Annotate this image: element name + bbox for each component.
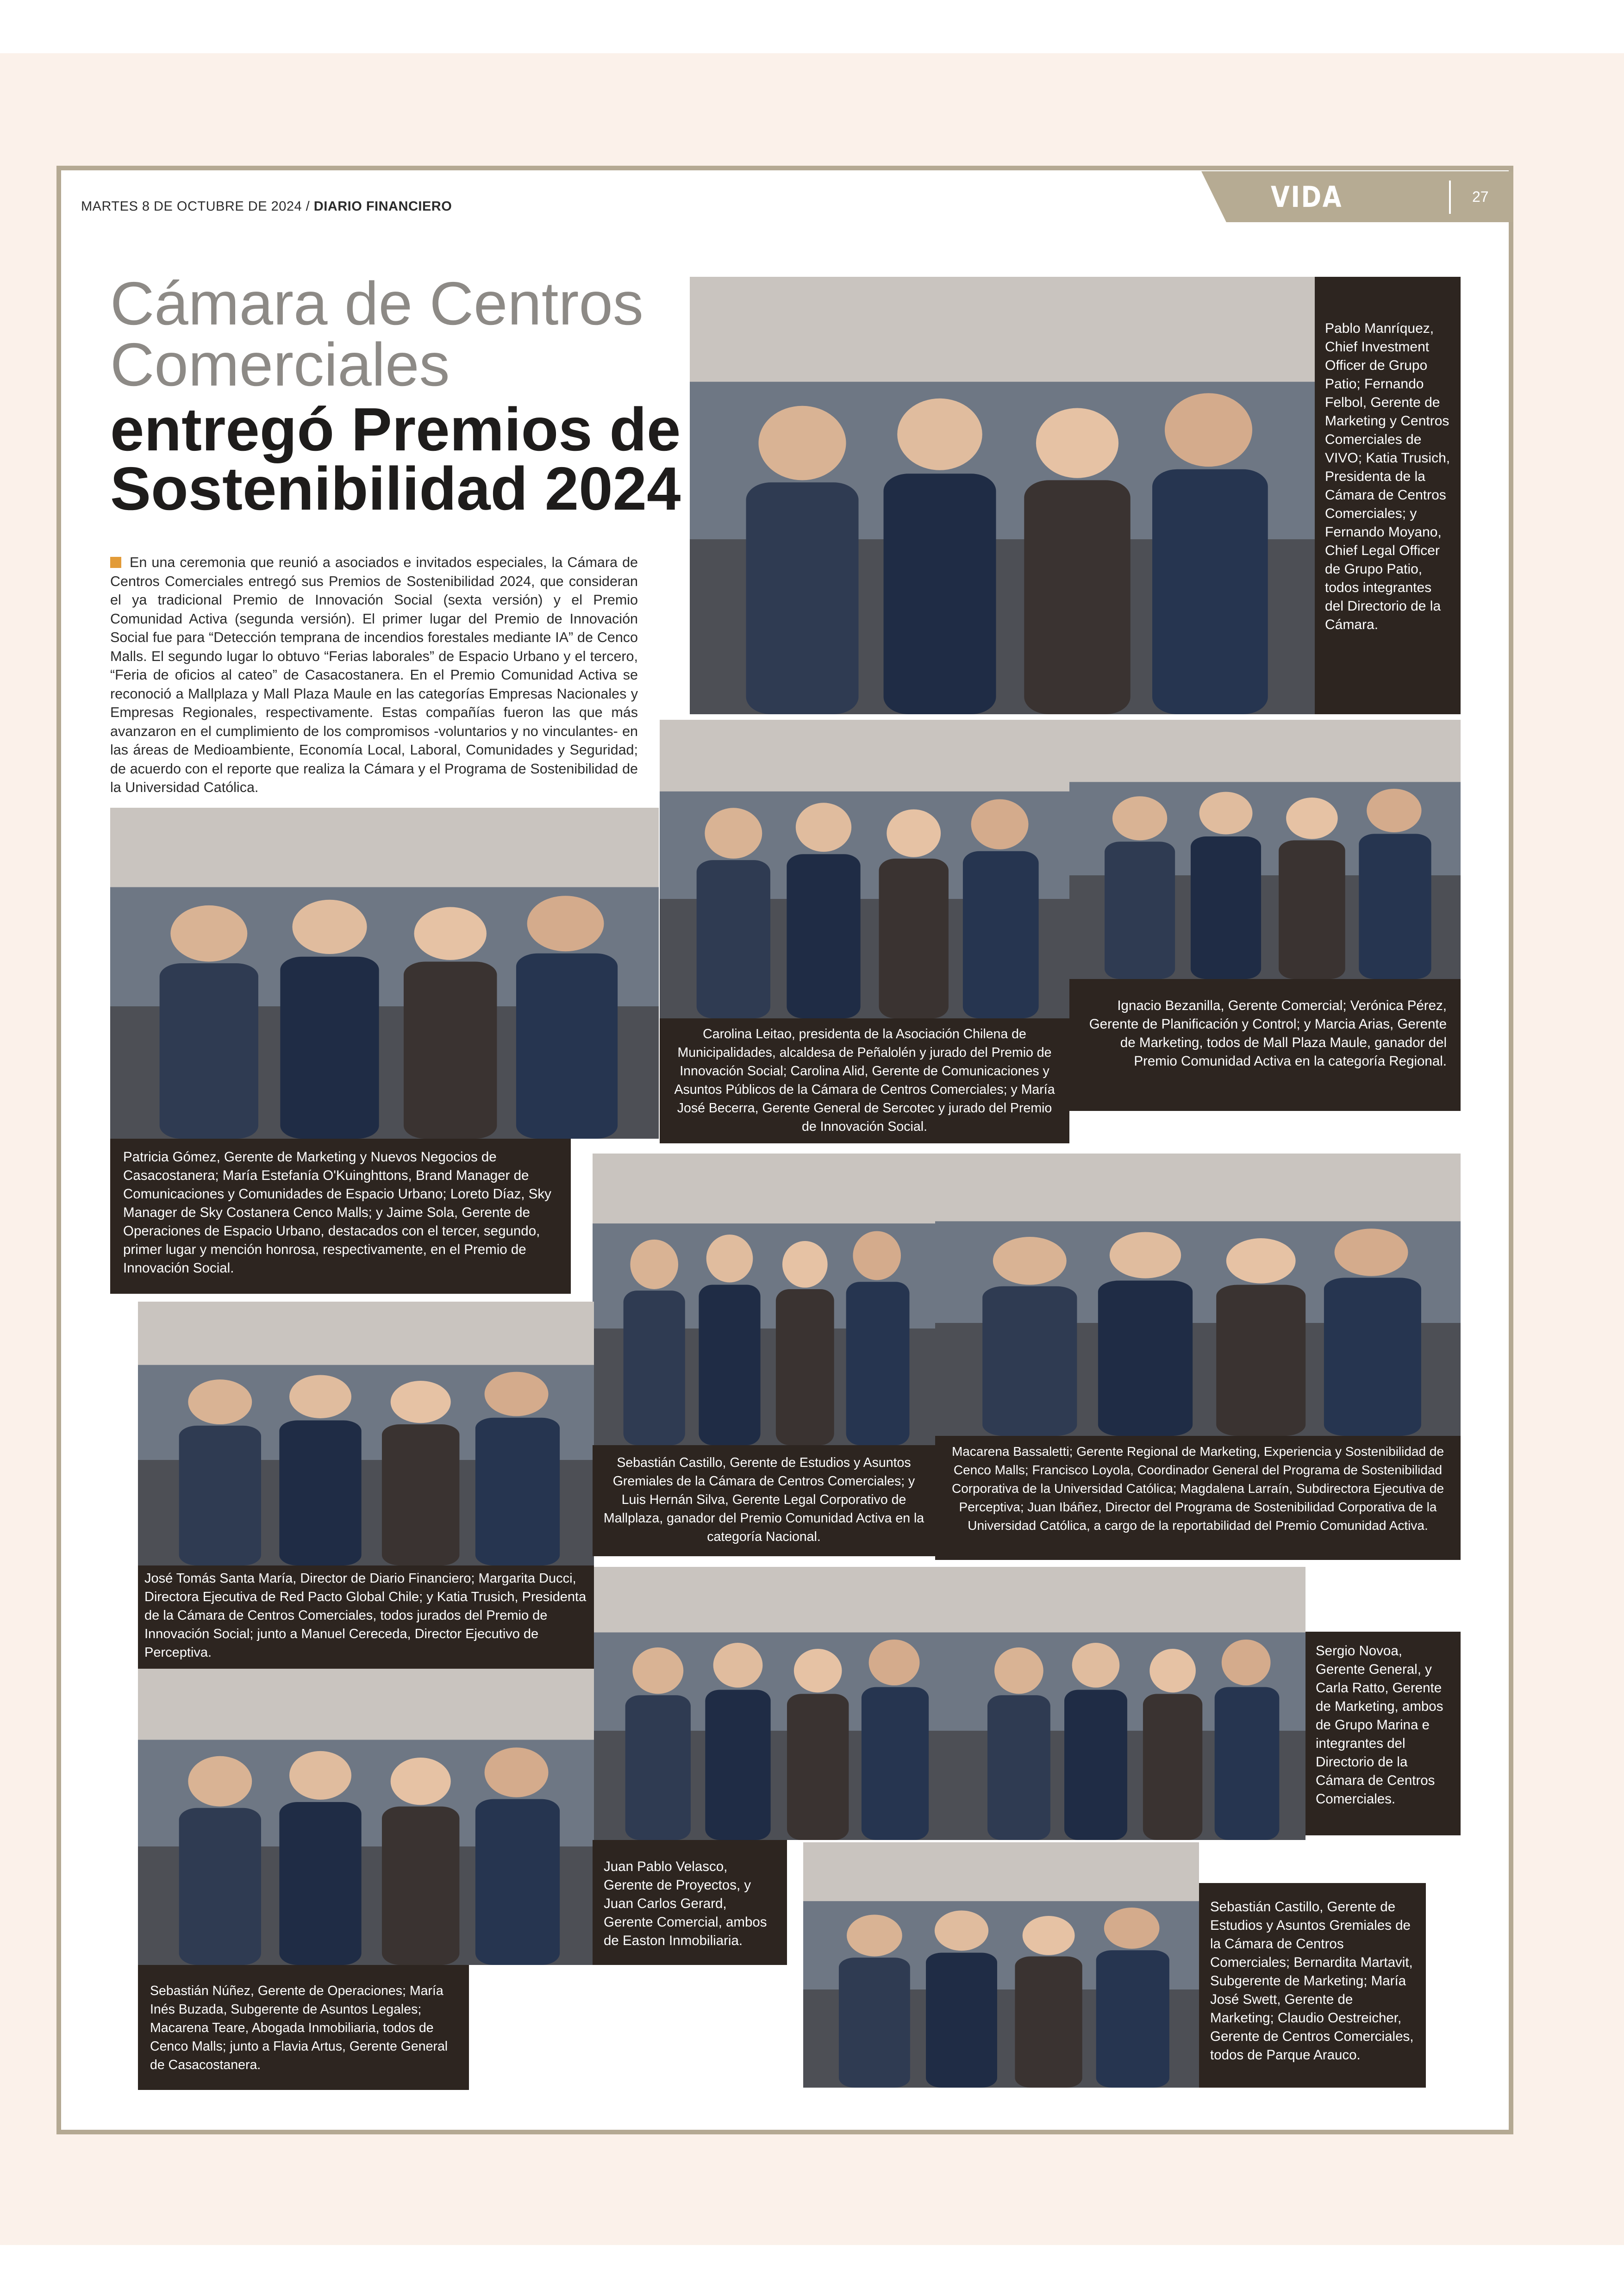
caption-innovacion-social: Patricia Gómez, Gerente de Marketing y Nuevos Negocios de Casacostanera; María Estefanía O'Kuinghttons, Brand Manager de Comunicaciones y Comunidades de Espacio Urbano; Loreto Díaz, Sky Manager de Sky Costanera Cenco Malls; y Jaime Sola, Gerente de Operaciones de Espacio Urbano, destacados con el tercer, segundo, primer lugar y mención honrosa, respectivamente, en el Premio de Innovación Social. xyxy=(110,1139,571,1294)
headline-line-2: Comerciales xyxy=(110,331,450,399)
caption-grupo-marina: Sergio Novoa, Gerente General, y Carla Ratto, Gerente de Marketing, ambos de Grupo Marina e integrantes del Directorio de la Cámara de Centros Comerciales. xyxy=(1305,1632,1461,1835)
photo-mall-plaza-maule xyxy=(1069,720,1461,979)
section-name: VIDA SOCIAL xyxy=(1271,180,1378,251)
caption-mall-plaza-maule: Ignacio Bezanilla, Gerente Comercial; Verónica Pérez, Gerente de Planificación y Control; y Marcia Arias, Gerente de Marketing, todos de Mall Plaza Maule, ganador del Premio Comunidad Activa en la categoría Regional. xyxy=(1069,979,1461,1111)
photo-jurados-mujeres xyxy=(660,720,1069,1018)
photo-perceptiva xyxy=(935,1154,1461,1436)
page-bottom-margin xyxy=(0,2245,1624,2295)
photo-jurados xyxy=(138,1302,594,1565)
headline-bold-line-2: Sostenibilidad 2024 xyxy=(110,455,681,523)
caption-cenco-malls: Sebastián Núñez, Gerente de Operaciones; María Inés Buzada, Subgerente de Asuntos Legales; Macarena Teare, Abogada Inmobiliaria, todos de Cenco Malls; junto a Flavia Artus, Gerente General de Casacostanera. xyxy=(138,1965,469,2090)
caption-jurados-mujeres: Carolina Leitao, presidenta de la Asociación Chilena de Municipalidades, alcaldesa de Peñalolén y jurado del Premio de Innovación Social; Carolina Alid, Gerente de Comunicaciones y Asuntos Públicos de la Cámara de Centros Comerciales; y María José Becerra, Gerente General de Sercotec y jurado del Premio de Innovación Social. xyxy=(660,1018,1069,1143)
photo-easton xyxy=(593,1567,956,1840)
lead-paragraph xyxy=(110,553,638,797)
photo-directorio xyxy=(690,277,1315,714)
photo-mallplaza xyxy=(593,1154,935,1445)
caption-mallplaza: Sebastián Castillo, Gerente de Estudios y Asuntos Gremiales de la Cámara de Centros Comerciales; y Luis Hernán Silva, Gerente Legal Corporativo de Mallplaza, ganador del Premio Comunidad Activa en la categoría Nacional. xyxy=(593,1445,935,1556)
headline-line-1: Cámara de Centros xyxy=(110,269,643,337)
photo-cenco-malls xyxy=(138,1669,594,1965)
caption-jurados: José Tomás Santa María, Director de Diario Financiero; Margarita Ducci, Directora Ejecutiva de Red Pacto Global Chile; y Katia Trusich, Presidenta de la Cámara de Centros Comerciales, todos jurados del Premio de Innovación Social; junto a Manuel Cereceda, Director Ejecutivo de Perceptiva. xyxy=(138,1565,594,1669)
caption-perceptiva: Macarena Bassaletti; Gerente Regional de Marketing, Experiencia y Sostenibilidad de Cenco Malls; Francisco Loyola, Coordinador General del Programa de Sostenibilidad Corporativa de la Universidad Católica; Magdalena Larraín, Subdirectora Ejecutiva de Perceptiva; Juan Ibáñez, Director del Programa de Sostenibilidad Corporativa de la Universidad Católica, a cargo de la reportabilidad del Premio Comunidad Activa. xyxy=(935,1436,1461,1560)
caption-easton: Juan Pablo Velasco, Gerente de Proyectos, y Juan Carlos Gerard, Gerente Comercial, ambos de Easton Inmobiliaria. xyxy=(593,1840,787,1965)
caption-parque-arauco: Sebastián Castillo, Gerente de Estudios y Asuntos Gremiales de la Cámara de Centros Comerciales; Bernardita Martavit, Subgerente de Marketing; María José Swett, Gerente de Marketing; Claudio Oestreicher, Gerente de Centros Comerciales, todos de Parque Arauco. xyxy=(1199,1883,1426,2088)
bullet-square-icon xyxy=(110,557,121,568)
headline xyxy=(110,269,698,523)
dateline: MARTES 8 DE OCTUBRE DE 2024 / DIARIO FINANCIERO xyxy=(81,199,452,214)
photo-parque-arauco xyxy=(803,1842,1199,2088)
headline-bold-line-1: entregó Premios de xyxy=(110,395,681,463)
photo-grupo-marina xyxy=(956,1567,1305,1840)
page-top-margin xyxy=(0,0,1624,53)
photo-innovacion-social xyxy=(110,808,659,1139)
page-number: 27 xyxy=(1472,188,1489,205)
caption-directorio: Pablo Manríquez, Chief Investment Officer de Grupo Patio; Fernando Felbol, Gerente de Marketing y Centros Comerciales de VIVO; Katia Trusich, Presidenta de la Cámara de Centros Comerciales; y Fernando Moyano, Chief Legal Officer de Grupo Patio, todos integrantes del Directorio de la Cámara. xyxy=(1315,277,1461,714)
section-separator xyxy=(1449,181,1451,214)
publication-name: DIARIO FINANCIERO xyxy=(313,199,452,214)
lead-text: En una ceremonia que reunió a asociados e invitados especiales, la Cámara de Centros Comerciales entregó sus Premios de Sostenibilidad 2024, que consideran el ya tradicional Premio de Innovación Social (sexta versión) y el Premio Comunidad Activa (segunda versión). El primer lugar del Premio de Innovación Social fue para “Detección temprana de incendios forestales mediante IA” de Cenco Malls. El segundo lugar lo obtuvo “Ferias laborales” de Espacio Urbano y el tercero, “Feria de oficios al cateo” de Casacostanera. En el Premio Comunidad Activa se reconoció a Mallplaza y Mall Plaza Maule en las categorías Empresas Nacionales y Empresas Regionales, respectivamente. Estas compañías fueron las que más avanzaron en el cumplimiento de los compromisos -voluntarios y no vinculantes- en las áreas de Medioambiente, Economía Local, Laboral, Comunidades y Seguridad; de acuerdo con el reporte que realiza la Cámara y el Programa de Sostenibilidad de la Universidad Católica. xyxy=(110,555,638,795)
